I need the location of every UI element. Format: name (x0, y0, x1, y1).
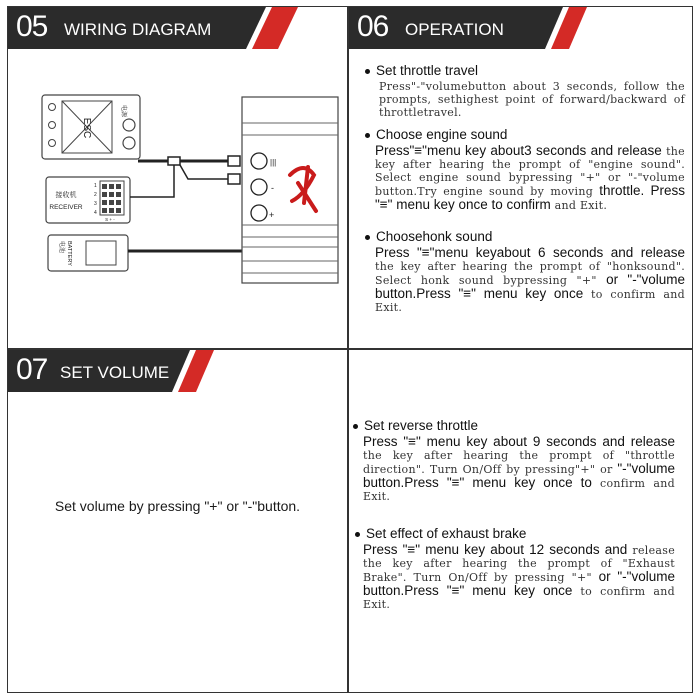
wiring-diagram-panel (7, 6, 348, 349)
section-body: Press"-"volumebutton about 3 seconds, follow the prompts, sethighest point of forward/backward of throttletravel. (379, 80, 685, 119)
set-volume-panel (7, 349, 348, 693)
battery-label: BATTERY (66, 241, 72, 266)
minus-button-icon (251, 179, 267, 195)
section-body: Press "≡" menu key about 12 seconds and release the key after hearing the prompt of "Exhaust Brake". Turn On/Off by pressing "+" or "-"volume button.Press "≡" menu key once to confirm and Exit. (363, 542, 676, 611)
section-number: 06 (357, 10, 389, 43)
section-heading: Set reverse throttle (353, 418, 675, 433)
menu-button-icon (251, 153, 267, 169)
esc-module (42, 95, 140, 159)
section-body: Press "≡"menu keyabout 6 seconds and release the key after hearing the prompt of "honksound". Select honk sound bypressing "+" or "-"volume button.Press "≡" menu key once to confirm and Exit. (375, 245, 685, 314)
section-title: OPERATION (405, 20, 504, 39)
bullet-icon (355, 532, 360, 537)
minus-button-label: - (271, 183, 274, 193)
section-body: Press"≡"menu key about3 seconds and release the key after hearing the prompt of "engine sound". Select engine sound bypressing "+" or "-"volume button.Try engine sound by moving throttle. Press "≡" menu key once to confirm and Exit. (375, 143, 685, 212)
battery-cn-label: 电池 (58, 241, 65, 254)
section-heading: Set effect of exhaust brake (355, 526, 675, 541)
section-body: Press "≡" menu key about 9 seconds and release the key after hearing the prompt of "throttle direction". Turn On/Off by pressing"+" or "-"volume button.Press "≡" menu key once to confirm and Exit. (363, 434, 675, 503)
reverse-throttle-section (353, 418, 675, 503)
receiver-pin-2: 2 (94, 192, 97, 198)
sound-unit (242, 97, 338, 283)
advanced-settings-panel (348, 349, 693, 693)
wires (128, 156, 242, 251)
engine-sound-section (365, 127, 685, 212)
bullet-icon (365, 235, 370, 240)
section-heading: Set throttle travel (365, 63, 685, 78)
section-number: 07 (16, 353, 48, 386)
esc-label: ESC (81, 117, 92, 139)
section-title: WIRING DIAGRAM (64, 20, 212, 39)
section-heading: Choose engine sound (365, 127, 685, 142)
set-volume-text: Set volume by pressing "+" or "-"button. (54, 498, 301, 514)
plus-button-icon (251, 205, 267, 221)
throttle-travel-section (365, 63, 685, 119)
section-title: SET VOLUME (60, 363, 170, 382)
section-heading: Choosehonk sound (365, 229, 685, 244)
receiver-module (46, 177, 130, 223)
receiver-pin-3: 3 (94, 201, 97, 207)
receiver-bottom-label: S + - (105, 217, 115, 222)
bullet-icon (353, 424, 358, 429)
operation-panel (348, 6, 693, 349)
bullet-icon (365, 133, 370, 138)
exhaust-brake-section (355, 526, 675, 611)
menu-button-label: ||| (270, 158, 277, 167)
esc-cn-label: 电源 (120, 104, 127, 118)
wiring-diagram (8, 49, 346, 349)
plus-button-label: + (269, 210, 275, 220)
battery-module (48, 235, 128, 271)
receiver-pin-4: 4 (94, 210, 97, 216)
honk-sound-section (365, 229, 685, 314)
bullet-icon (365, 69, 370, 74)
section-number: 05 (16, 10, 48, 43)
receiver-cn-label: 接收机 (55, 191, 77, 199)
receiver-pin-1: 1 (94, 183, 97, 189)
receiver-label: RECEIVER (49, 204, 83, 211)
